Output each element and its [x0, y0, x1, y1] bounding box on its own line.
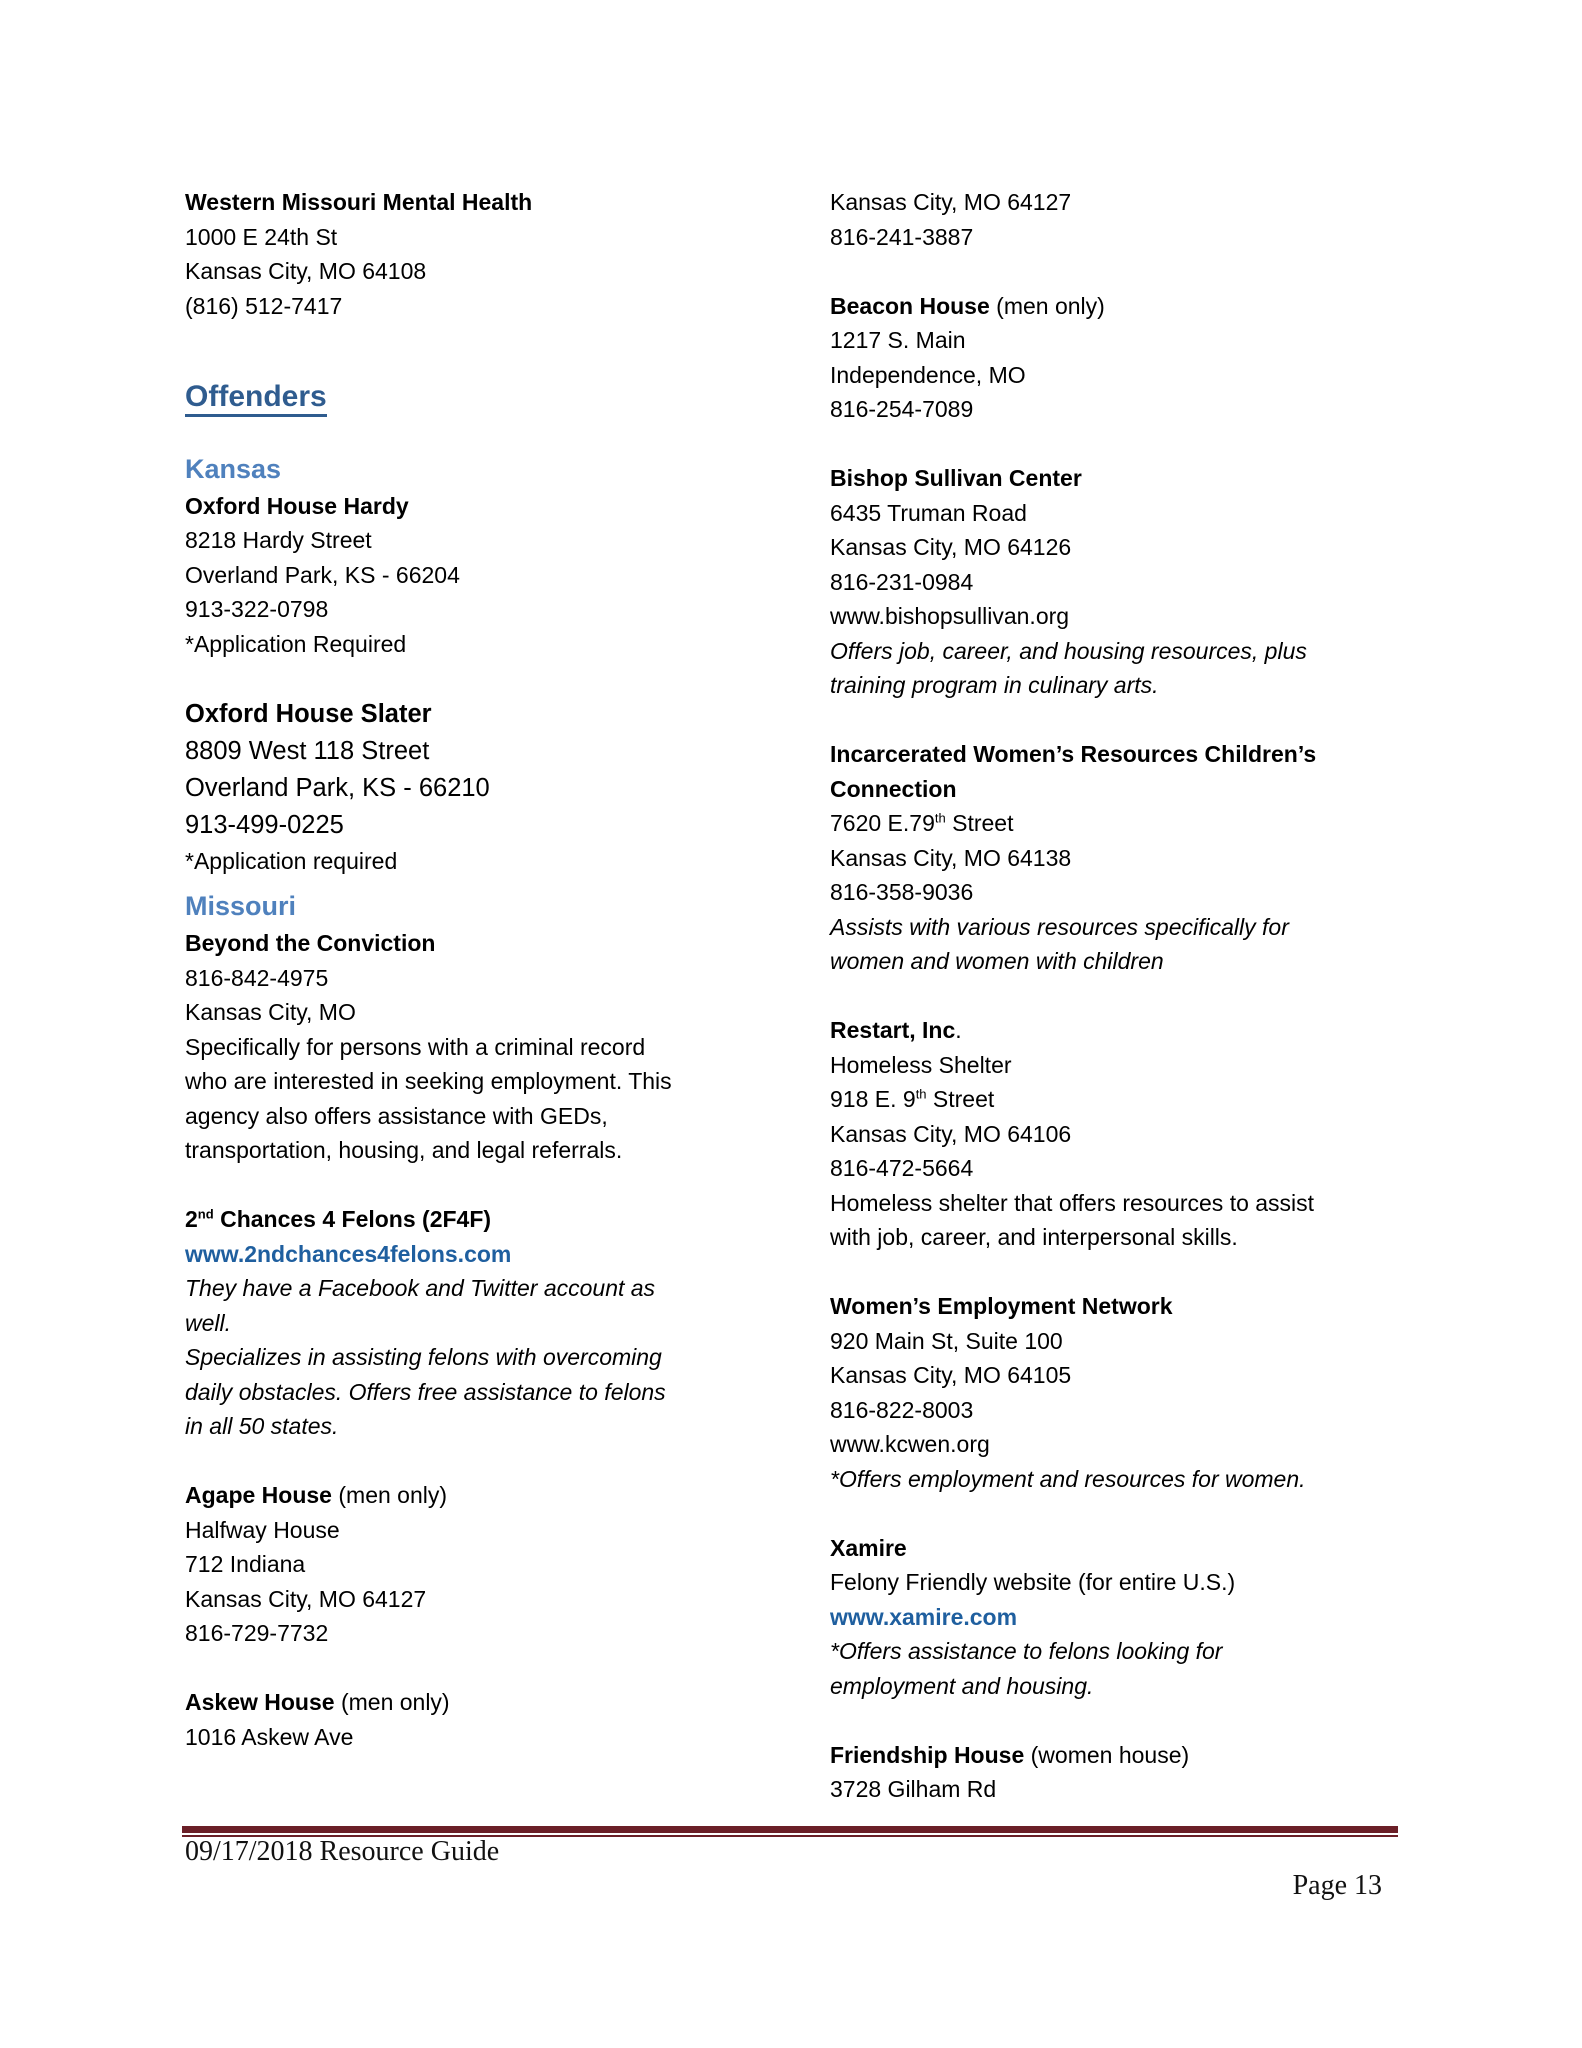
- entry-description-line: who are interested in seeking employment. This: [185, 1068, 672, 1094]
- entry-address: 3728 Gilham Rd: [830, 1776, 997, 1802]
- entry-description-line: employment and housing.: [830, 1672, 1094, 1699]
- name-bold: Agape House: [185, 1482, 332, 1508]
- entry-friendship-house: [830, 1738, 1400, 1807]
- entry-phone: 816-842-4975: [185, 964, 329, 991]
- entry-phone: 913-499-0225: [185, 810, 344, 839]
- entry-beyond-the-conviction: [185, 926, 775, 1168]
- entry-address: 8218 Hardy Street: [185, 527, 372, 553]
- entry-description-line: well.: [185, 1309, 232, 1336]
- entry-description-line: They have a Facebook and Twitter account as: [185, 1275, 656, 1301]
- footer-divider-thick: [182, 1826, 1398, 1833]
- entry-name: [830, 1013, 1400, 1048]
- entry-city: Kansas City, MO 64105: [830, 1362, 1072, 1388]
- spacer: [830, 1255, 1400, 1290]
- entry-2nd-chances-4-felons: [185, 1202, 775, 1444]
- spacer: [185, 323, 775, 358]
- address-superscript: th: [915, 1086, 927, 1102]
- entry-name: Beyond the Conviction: [185, 930, 436, 956]
- spacer: [830, 427, 1400, 462]
- subheading-kansas: Kansas: [185, 453, 282, 484]
- entry-city: Kansas City, MO 64108: [185, 258, 427, 284]
- entry-address: 712 Indiana: [185, 1551, 306, 1577]
- spacer: [185, 661, 775, 696]
- footer-divider: [182, 1826, 1398, 1836]
- entry-bishop-sullivan-center: [830, 461, 1400, 703]
- spacer: [830, 979, 1400, 1014]
- entry-incarcerated-womens-resources: [830, 737, 1400, 979]
- spacer: [830, 1496, 1400, 1531]
- entry-address: 8809 West 118 Street: [185, 736, 430, 765]
- spacer: [830, 254, 1400, 289]
- entry-askew-house: [185, 1685, 775, 1754]
- entry-xamire: [830, 1531, 1400, 1704]
- entry-type: Felony Friendly website (for entire U.S.): [830, 1569, 1236, 1595]
- entry-phone: 816-254-7089: [830, 396, 974, 422]
- entry-phone: 816-472-5664: [830, 1155, 974, 1181]
- entry-city: Kansas City, MO: [185, 999, 356, 1025]
- address-post: Street: [945, 810, 1014, 836]
- address-superscript: th: [934, 810, 946, 826]
- entry-phone: 816-822-8003: [830, 1396, 974, 1423]
- name-bold: Friendship House: [830, 1741, 1025, 1768]
- entry-name: Women’s Employment Network: [830, 1293, 1173, 1319]
- spacer: [185, 1444, 775, 1479]
- spacer: [185, 1168, 775, 1203]
- website-link[interactable]: www.2ndchances4felons.com: [185, 1240, 512, 1267]
- entry-description-line: training program in culinary arts.: [830, 672, 1159, 698]
- entry-oxford-house-hardy: [185, 489, 775, 662]
- entry-note: *Application Required: [185, 630, 407, 657]
- entry-city: Independence, MO: [830, 361, 1026, 388]
- entry-description-line: Specifically for persons with a criminal record: [185, 1033, 646, 1060]
- entry-restart-inc: [830, 1013, 1400, 1255]
- entry-type: Homeless Shelter: [830, 1051, 1012, 1078]
- entry-name-continued: Connection: [830, 775, 957, 802]
- left-column: [185, 185, 775, 1754]
- spacer: [830, 703, 1400, 738]
- entry-city: Kansas City, MO 64138: [830, 844, 1072, 871]
- footer-date-title: 09/17/2018 Resource Guide: [185, 1836, 500, 1867]
- name-qualifier: (men only): [334, 1689, 450, 1715]
- name-qualifier: (men only): [989, 292, 1105, 319]
- entry-askew-house-continued: [830, 185, 1400, 254]
- entry-name: [185, 1685, 775, 1720]
- right-column: [830, 185, 1400, 1807]
- entry-phone: 816-241-3887: [830, 223, 974, 250]
- website-link[interactable]: www.xamire.com: [830, 1603, 1018, 1630]
- entry-type: Halfway House: [185, 1516, 340, 1543]
- entry-name: Xamire: [830, 1534, 907, 1561]
- entry-description-line: Specializes in assisting felons with overcoming: [185, 1344, 662, 1370]
- entry-website: www.bishopsullivan.org: [830, 603, 1070, 629]
- entry-description-line: transportation, housing, and legal referrals.: [185, 1137, 623, 1163]
- entry-oxford-house-slater: [185, 696, 775, 879]
- entry-city: Kansas City, MO 64106: [830, 1120, 1072, 1147]
- entry-beacon-house: [830, 289, 1400, 427]
- name-bold: Beacon House: [830, 292, 990, 319]
- entry-city: Kansas City, MO 64127: [185, 1585, 427, 1612]
- entry-address: [830, 806, 1400, 841]
- entry-description-line: *Offers assistance to felons looking for: [830, 1638, 1223, 1664]
- entry-name: [830, 1738, 1400, 1773]
- address-pre: 918 E. 9: [830, 1086, 916, 1112]
- entry-address: [830, 1082, 1400, 1117]
- section-heading-offenders: Offenders: [185, 380, 327, 417]
- entry-description-line: in all 50 states.: [185, 1413, 339, 1439]
- entry-phone: (816) 512-7417: [185, 292, 343, 319]
- name-qualifier: (women house): [1024, 1741, 1190, 1768]
- name-rest: Chances 4 Felons (2F4F): [213, 1206, 492, 1232]
- name-bold: Askew House: [185, 1689, 335, 1715]
- spacer: [185, 1651, 775, 1686]
- entry-description-line: daily obstacles. Offers free assistance to felons: [185, 1378, 666, 1405]
- entry-description-line: women and women with children: [830, 948, 1164, 974]
- entry-name: Oxford House Slater: [185, 699, 432, 728]
- entry-address: 1000 E 24th St: [185, 223, 338, 250]
- entry-website: www.kcwen.org: [830, 1431, 990, 1457]
- address-post: Street: [926, 1086, 995, 1112]
- entry-city: Kansas City, MO 64126: [830, 534, 1072, 560]
- entry-description-line: Assists with various resources specifically for: [830, 913, 1289, 940]
- entry-name: Oxford House Hardy: [185, 492, 409, 519]
- entry-phone: 913-322-0798: [185, 596, 329, 622]
- entry-name: Incarcerated Women’s Resources Children’s: [830, 741, 1317, 767]
- entry-address: 920 Main St, Suite 100: [830, 1327, 1063, 1354]
- entry-womens-employment-network: [830, 1289, 1400, 1496]
- entry-note: *Application required: [185, 847, 398, 874]
- entry-name: [185, 1202, 775, 1237]
- entry-description: *Offers employment and resources for women.: [830, 1465, 1306, 1492]
- address-pre: 7620 E.79: [830, 810, 935, 836]
- subheading-missouri: Missouri: [185, 891, 297, 921]
- entry-phone: 816-358-9036: [830, 879, 974, 905]
- name-prefix: 2: [185, 1206, 198, 1232]
- spacer: [830, 1703, 1400, 1738]
- entry-description-line: agency also offers assistance with GEDs,: [185, 1102, 608, 1129]
- entry-name: [830, 289, 1400, 324]
- entry-address: 1217 S. Main: [830, 327, 966, 353]
- entry-city: Overland Park, KS - 66204: [185, 561, 460, 588]
- name-qualifier: (men only): [331, 1482, 448, 1508]
- entry-name: [185, 1478, 775, 1513]
- entry-description-line: Homeless shelter that offers resources to assist: [830, 1189, 1315, 1216]
- name-trail: .: [955, 1017, 962, 1043]
- entry-city: Overland Park, KS - 66210: [185, 773, 490, 802]
- entry-agape-house: [185, 1478, 775, 1651]
- entry-name: Western Missouri Mental Health: [185, 189, 533, 215]
- name-superscript: nd: [197, 1206, 214, 1222]
- name-bold: Restart, Inc: [830, 1017, 956, 1043]
- entry-western-missouri-mental-health: [185, 185, 775, 323]
- entry-phone: 816-729-7732: [185, 1620, 329, 1646]
- entry-city: Kansas City, MO 64127: [830, 189, 1072, 215]
- entry-description-line: Offers job, career, and housing resources, plus: [830, 637, 1307, 664]
- page-number: Page 13: [1292, 1870, 1382, 1901]
- entry-description-line: with job, career, and interpersonal skills.: [830, 1224, 1238, 1250]
- entry-phone: 816-231-0984: [830, 568, 974, 595]
- entry-name: Bishop Sullivan Center: [830, 465, 1082, 491]
- entry-address: 6435 Truman Road: [830, 499, 1027, 526]
- entry-address: 1016 Askew Ave: [185, 1723, 354, 1750]
